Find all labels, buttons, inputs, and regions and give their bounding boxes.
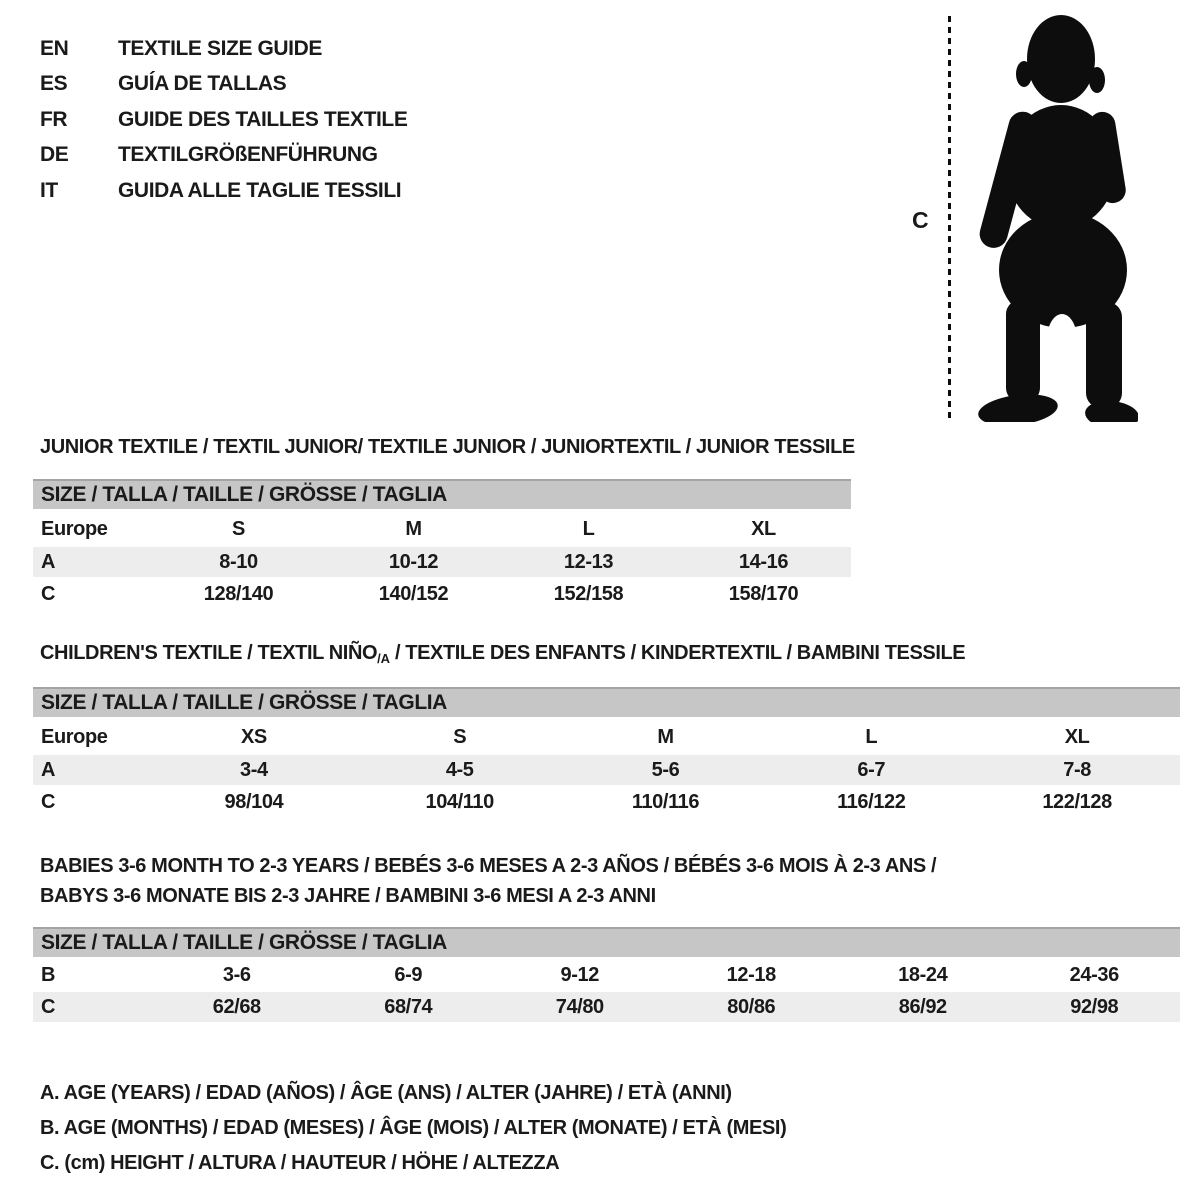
size-header-bar: SIZE / TALLA / TAILLE / GRÖSSE / TAGLIA bbox=[33, 687, 1180, 717]
size-cell: 128/140 bbox=[203, 582, 274, 605]
size-cell: 5-6 bbox=[651, 758, 680, 781]
size-cell: L bbox=[865, 726, 878, 748]
size-cell: XL bbox=[1064, 726, 1090, 748]
toddler-silhouette-icon bbox=[966, 12, 1138, 422]
language-row bbox=[40, 138, 407, 174]
size-cell: 9-12 bbox=[560, 963, 599, 986]
size-cell: 62/68 bbox=[212, 995, 261, 1018]
size-cell: 140/152 bbox=[378, 582, 449, 605]
size-cell: 152/158 bbox=[553, 582, 624, 605]
table-row bbox=[33, 547, 851, 577]
size-cell: XS bbox=[240, 726, 267, 748]
size-cell: 110/116 bbox=[631, 790, 700, 813]
size-cell: 74/80 bbox=[555, 995, 604, 1018]
size-cell: 158/170 bbox=[728, 582, 799, 605]
language-row bbox=[40, 102, 407, 138]
size-cell: XL bbox=[751, 518, 776, 540]
height-measure-label: C bbox=[912, 207, 929, 233]
row-label: C bbox=[41, 582, 56, 605]
size-cell: 68/74 bbox=[384, 995, 433, 1018]
language-row bbox=[40, 67, 407, 103]
height-dashed-line-icon bbox=[948, 16, 951, 418]
table-row bbox=[33, 512, 851, 547]
language-code: ES bbox=[40, 72, 68, 96]
guide-title: TEXTILGRÖßENFÜHRUNG bbox=[118, 143, 378, 167]
babies-title-line1: BABIES 3-6 MONTH TO 2-3 YEARS / BEBÉS 3-6 MESES A 2-3 AÑOS / BÉBÉS 3-6 MOIS À 2-3 ANS / bbox=[40, 855, 937, 877]
size-cell: 6-9 bbox=[394, 963, 423, 986]
language-row bbox=[40, 31, 407, 67]
size-cell: 3-4 bbox=[240, 758, 268, 781]
row-label: B bbox=[41, 963, 56, 986]
size-cell: 80/86 bbox=[727, 995, 776, 1018]
size-cell: 10-12 bbox=[388, 550, 439, 573]
row-label: C bbox=[41, 995, 56, 1018]
junior-section-title: JUNIOR TEXTILE / TEXTIL JUNIOR/ TEXTILE JUNIOR / JUNIORTEXTIL / JUNIOR TESSILE bbox=[40, 436, 855, 458]
size-cell: S bbox=[453, 726, 467, 748]
row-label: A bbox=[41, 758, 56, 781]
children-section-title bbox=[40, 642, 965, 666]
table-row bbox=[33, 787, 1180, 817]
size-cell: 116/122 bbox=[837, 790, 906, 813]
language-code: DE bbox=[40, 143, 69, 167]
size-cell: 6-7 bbox=[857, 758, 886, 781]
row-label: Europe bbox=[41, 518, 108, 540]
guide-title: GUÍA DE TALLAS bbox=[118, 72, 287, 96]
table-row bbox=[33, 720, 1180, 755]
size-cell: M bbox=[657, 726, 674, 748]
size-cell: 7-8 bbox=[1063, 758, 1091, 781]
size-cell: 12-13 bbox=[563, 550, 614, 573]
size-cell: 18-24 bbox=[898, 963, 948, 986]
language-code: FR bbox=[40, 107, 68, 131]
size-cell: 92/98 bbox=[1070, 995, 1119, 1018]
size-cell: L bbox=[582, 518, 595, 540]
size-cell: 14-16 bbox=[738, 550, 789, 573]
size-cell: 122/128 bbox=[1042, 790, 1112, 813]
language-title-list bbox=[40, 31, 407, 209]
size-cell: 8-10 bbox=[219, 550, 258, 573]
size-cell: M bbox=[405, 518, 422, 540]
children-size-table bbox=[33, 687, 1180, 819]
size-cell: 3-6 bbox=[222, 963, 251, 986]
children-title-text: CHILDREN'S TEXTILE / TEXTIL NIÑO bbox=[40, 642, 378, 664]
table-row bbox=[33, 992, 1180, 1022]
row-label: C bbox=[41, 790, 56, 813]
row-label: Europe bbox=[41, 726, 108, 748]
legend-height: C. (cm) HEIGHT / ALTURA / HAUTEUR / HÖHE / ALTEZZA bbox=[40, 1152, 560, 1174]
height-measure-figure bbox=[900, 0, 1200, 430]
size-cell: 98/104 bbox=[224, 790, 284, 813]
babies-section-title bbox=[40, 851, 936, 911]
language-row bbox=[40, 173, 407, 209]
guide-title: GUIDE DES TAILLES TEXTILE bbox=[118, 107, 408, 131]
size-cell: 24-36 bbox=[1069, 963, 1119, 986]
language-code: IT bbox=[40, 178, 58, 202]
children-title-subscript: /A bbox=[377, 651, 390, 666]
row-label: A bbox=[41, 550, 56, 573]
babies-title-line2: BABYS 3-6 MONATE BIS 2-3 JAHRE / BAMBINI 3-6 MESI A 2-3 ANNI bbox=[40, 885, 656, 907]
junior-size-table bbox=[33, 479, 851, 611]
measurement-legend bbox=[40, 1076, 786, 1181]
language-code: EN bbox=[40, 36, 69, 60]
size-cell: 12-18 bbox=[726, 963, 776, 986]
size-cell: 4-5 bbox=[445, 758, 474, 781]
babies-size-table bbox=[33, 927, 1180, 1024]
legend-age-months: B. AGE (MONTHS) / EDAD (MESES) / ÂGE (MOIS) / ALTER (MONATE) / ETÀ (MESI) bbox=[40, 1117, 787, 1139]
size-header-bar: SIZE / TALLA / TAILLE / GRÖSSE / TAGLIA bbox=[33, 479, 851, 509]
table-row bbox=[33, 755, 1180, 785]
size-cell: 104/110 bbox=[425, 790, 494, 813]
guide-title: TEXTILE SIZE GUIDE bbox=[118, 36, 322, 60]
table-row bbox=[33, 960, 1180, 990]
size-cell: S bbox=[232, 518, 245, 540]
table-row bbox=[33, 579, 851, 609]
size-cell: 86/92 bbox=[898, 995, 947, 1018]
children-title-text: / TEXTILE DES ENFANTS / KINDERTEXTIL / BAMBINI TESSILE bbox=[389, 642, 966, 664]
size-header-bar: SIZE / TALLA / TAILLE / GRÖSSE / TAGLIA bbox=[33, 927, 1180, 957]
guide-title: GUIDA ALLE TAGLIE TESSILI bbox=[118, 178, 402, 202]
legend-age-years: A. AGE (YEARS) / EDAD (AÑOS) / ÂGE (ANS) / ALTER (JAHRE) / ETÀ (ANNI) bbox=[40, 1082, 732, 1104]
